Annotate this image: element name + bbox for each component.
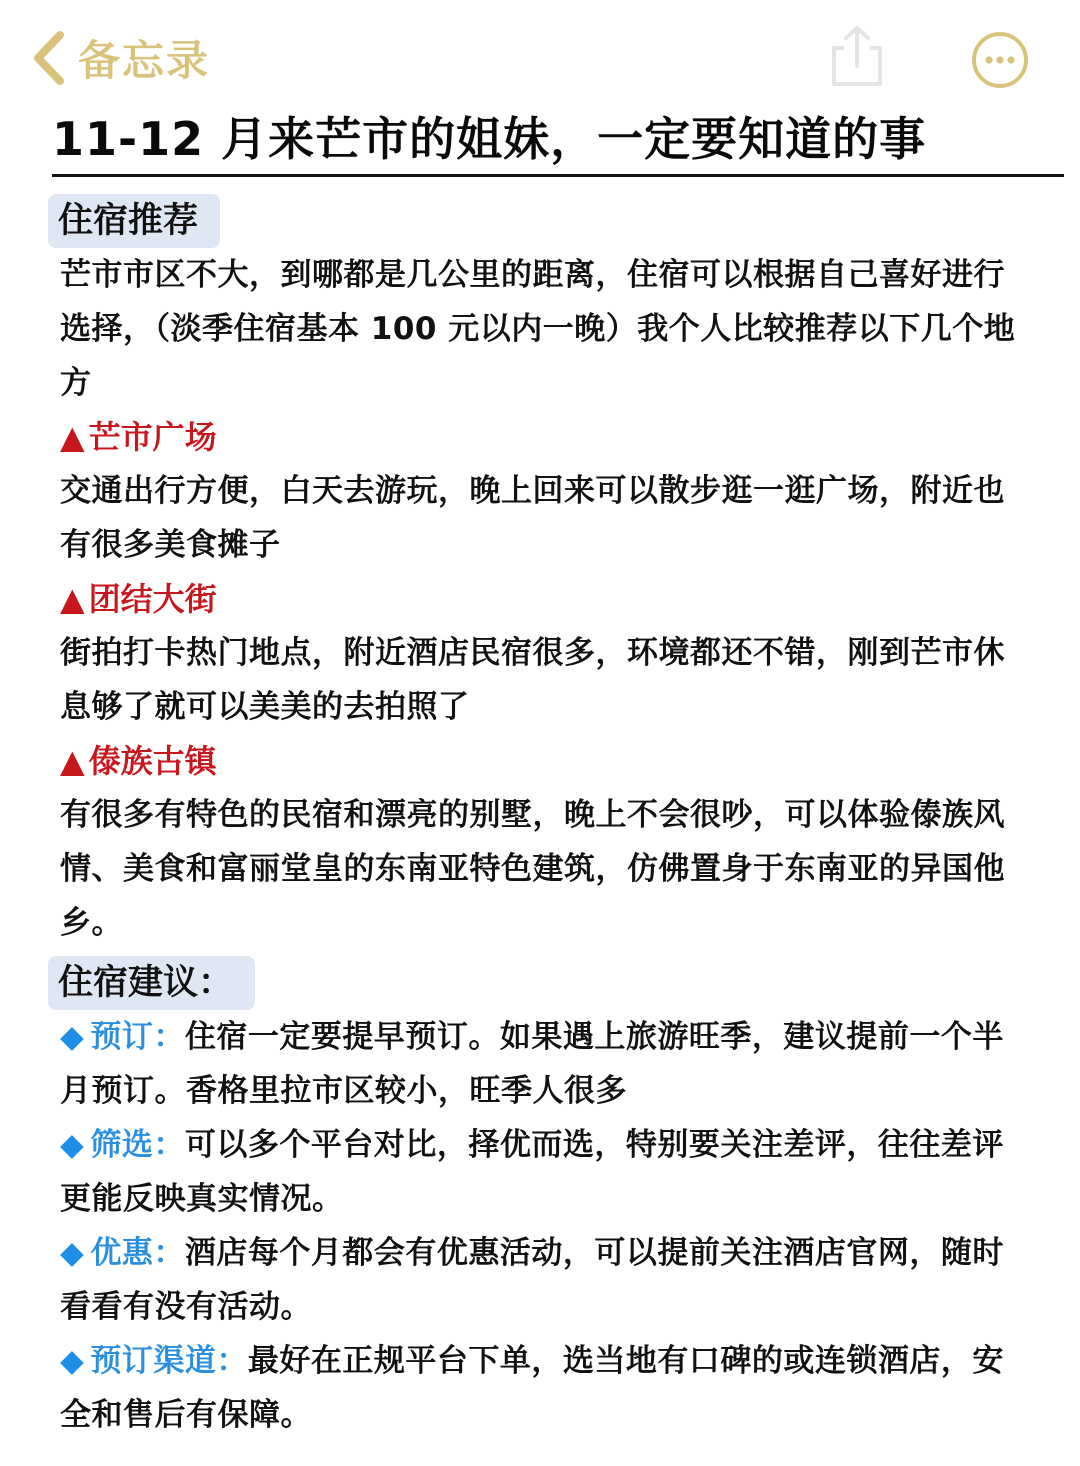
tip-text: 酒店每个月都会有优惠活动，可以提前关注酒店官网，随时看看有没有活动。 — [60, 1235, 1004, 1325]
tip-item — [60, 1118, 1020, 1226]
triangle-icon: ▲ — [60, 418, 85, 456]
place-description: 有很多有特色的民宿和漂亮的别墅，晚上不会很吵，可以体验傣族风情、美食和富丽堂皇的东南亚特色建筑，仿佛置身于东南亚的异国他乡。 — [60, 797, 1005, 941]
place-title — [60, 410, 1020, 464]
title-divider — [52, 174, 1064, 177]
note-body — [60, 194, 1020, 1442]
chevron-left-icon — [30, 29, 68, 87]
tip-text: 可以多个平台对比，择优而选，特别要关注差评，往往差评更能反映真实情况。 — [60, 1127, 1004, 1217]
place-description: 交通出行方便，白天去游玩，晚上回来可以散步逛一逛广场，附近也有很多美食摊子 — [60, 473, 1005, 563]
more-options-button[interactable] — [970, 30, 1030, 90]
place-title — [60, 572, 1020, 626]
tip-label: 预订： — [90, 1019, 185, 1055]
tip-label: 筛选： — [90, 1127, 185, 1163]
tip-label: 预订渠道： — [90, 1343, 248, 1379]
share-button[interactable] — [826, 24, 888, 90]
place-title — [60, 734, 1020, 788]
place-name: 傣族古镇 — [88, 742, 217, 780]
back-button[interactable] — [30, 26, 210, 90]
place-item — [60, 572, 1020, 734]
share-icon — [826, 24, 888, 90]
place-name: 团结大街 — [88, 580, 217, 618]
note-title: 11-12 月来芒市的姐妹，一定要知道的事 — [52, 112, 927, 166]
diamond-icon: ◆ — [60, 1019, 85, 1055]
tip-text: 住宿一定要提早预订。如果遇上旅游旺季，建议提前一个半月预订。香格里拉市区较小，旺季人很多 — [60, 1019, 1004, 1109]
triangle-icon: ▲ — [60, 742, 85, 780]
tip-label: 优惠： — [90, 1235, 185, 1271]
section-accommodation — [60, 194, 1020, 950]
diamond-icon: ◆ — [60, 1127, 85, 1163]
place-name: 芒市广场 — [88, 418, 217, 456]
back-label: 备忘录 — [78, 36, 211, 85]
tip-text: 最好在正规平台下单，选当地有口碑的或连锁酒店，安全和售后有保障。 — [60, 1343, 1004, 1433]
place-item — [60, 734, 1020, 950]
section-intro: 芒市市区不大，到哪都是几公里的距离，住宿可以根据自己喜好进行选择，（淡季住宿基本 100 元以内一晚）我个人比较推荐以下几个地方 — [60, 257, 1016, 401]
section-advice — [60, 956, 1020, 1442]
section-heading: 住宿建议： — [48, 956, 255, 1010]
more-dots-icon — [970, 30, 1030, 90]
triangle-icon: ▲ — [60, 580, 85, 618]
place-item — [60, 410, 1020, 572]
tip-item — [60, 1334, 1020, 1442]
tip-item — [60, 1226, 1020, 1334]
section-heading: 住宿推荐 — [48, 194, 220, 248]
diamond-icon: ◆ — [60, 1235, 85, 1271]
diamond-icon: ◆ — [60, 1343, 85, 1379]
place-description: 街拍打卡热门地点，附近酒店民宿很多，环境都还不错，刚到芒市休息够了就可以美美的去拍照了 — [60, 635, 1005, 725]
navigation-bar — [0, 0, 1080, 110]
tip-item — [60, 1010, 1020, 1118]
